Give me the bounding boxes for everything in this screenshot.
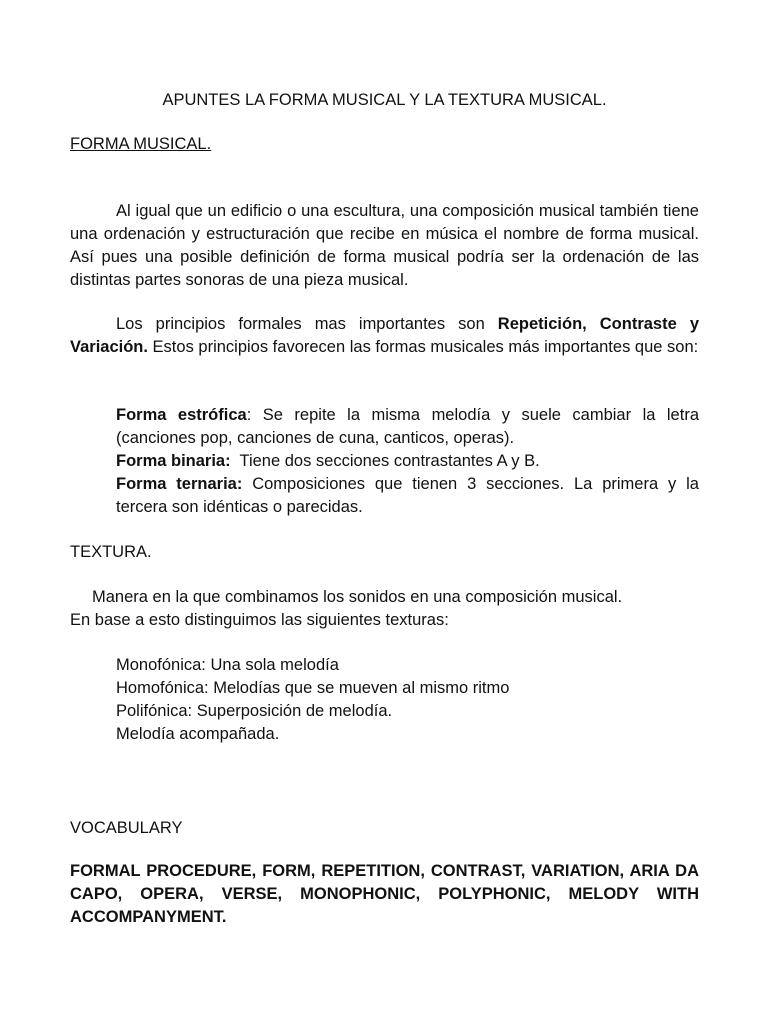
list-item-forma-estrofica [116,404,699,450]
principles-bold: Repetición, Contraste y Variación. [70,315,699,356]
form-separator: : [246,406,263,424]
section-heading-forma: FORMA MUSICAL. [70,135,212,153]
list-item-forma-ternaria [116,473,699,519]
principles-rest: Estos principios favorecen las formas musicales más importantes que son: [147,338,699,356]
principles-intro: Los principios formales mas importantes son [116,315,498,333]
textura-line-1: Manera en la que combinamos los sonidos en una composición musical. [92,588,623,606]
form-term: Forma binaria: [116,452,231,470]
section-heading-vocabulary: VOCABULARY [70,819,183,837]
list-item-texture: Melodía acompañada. [116,725,280,743]
form-description: Tiene dos secciones contrastantes A y B. [239,452,540,470]
forms-list [116,404,699,519]
paragraph-principles [70,313,699,359]
section-heading-textura: TEXTURA. [70,543,152,561]
form-description: Se repite la misma melodía y suele cambiar la letra (canciones pop, canciones de cuna, canticos, operas). [116,406,699,447]
document-title: APUNTES LA FORMA MUSICAL Y LA TEXTURA MUSICAL. [162,91,607,109]
list-item-texture: Polifónica: Superposición de melodía. [116,702,393,720]
list-item-forma-binaria [116,450,699,473]
form-separator [242,475,252,493]
vocabulary-terms: FORMAL PROCEDURE, FORM, REPETITION, CONTRAST, VARIATION, ARIA DA CAPO, OPERA, VERSE, MONOPHONIC, POLYPHONIC, MELODY WITH ACCOMPANYMENT. [70,862,699,926]
form-description: Composiciones que tienen 3 secciones. La primera y la tercera son idénticas o parecidas. [116,475,699,516]
list-item-texture: Homofónica: Melodías que se mueven al mismo ritmo [116,679,510,697]
textura-line-2: En base a esto distinguimos las siguientes texturas: [70,611,449,629]
paragraph-textura [70,586,699,632]
form-term: Forma ternaria: [116,475,243,493]
textures-list [116,654,699,746]
paragraph-forma-definition: Al igual que un edificio o una escultura, una composición musical también tiene una ordenación y estructuración que recibe en música el nombre de forma musical. Así pues una posible definición de forma musical podría ser la ordenación de las distintas partes sonoras de una pieza musical. [70,202,699,289]
form-term: Forma estrófica [116,406,247,424]
list-item-texture: Monofónica: Una sola melodía [116,656,339,674]
